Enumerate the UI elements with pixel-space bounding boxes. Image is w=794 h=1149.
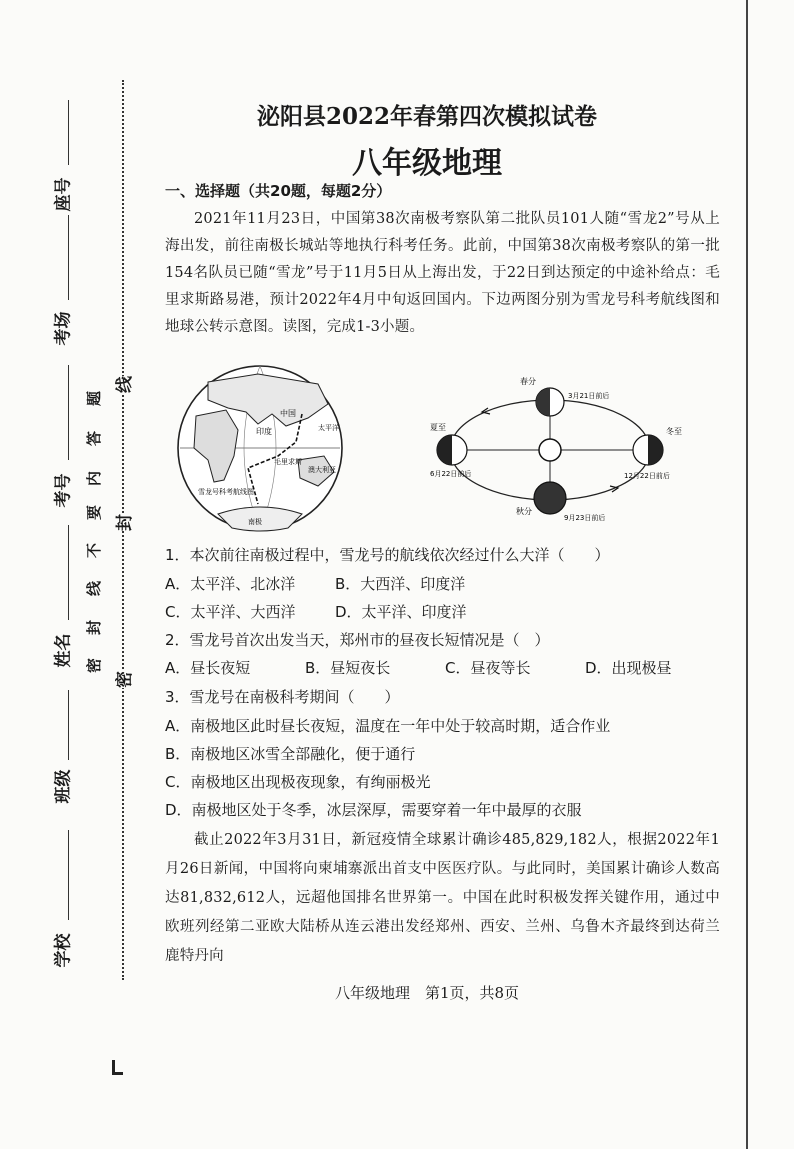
- exam-subject: 八年级地理: [352, 146, 502, 181]
- warning-char: 线: [85, 580, 104, 597]
- exam-title: 泌阳县2022年春第四次模拟试卷: [256, 103, 597, 130]
- map-caption: 雪龙号科考航线图: [198, 488, 254, 496]
- question-3-option-d: D．南极地区处于冬季，冰层深厚，需要穿着一年中最厚的衣服: [165, 801, 582, 819]
- question-1-option-d: D．太平洋、印度洋: [335, 603, 467, 621]
- page-footer: 八年级地理 第1页，共8页: [334, 984, 520, 1002]
- orbit-date-winter: 12月22日前后: [624, 472, 670, 480]
- warning-char: 要: [85, 504, 104, 521]
- warning-char: 内: [85, 470, 104, 487]
- orbit-date-spring: 3月21日前后: [568, 392, 610, 400]
- class-line: [68, 690, 69, 760]
- room-label: 考场: [53, 311, 74, 346]
- orbit-label-autumn: 秋分: [516, 507, 532, 516]
- orbit-label-summer: 夏至: [430, 423, 446, 432]
- question-1-option-c: C．太平洋、大西洋: [165, 603, 296, 621]
- question-2-option-b: B．昼短夜长: [305, 659, 391, 677]
- passage-2: 截止2022年3月31日，新冠疫情全球累计确诊485,829,182人，根据2022年1月26日新闻，中国将向柬埔寨派出首支中医医疗队。与此同时，美国累计确诊人数高达81,832,612人，远超他国排名世界第一。中国在此时积极发挥关键作用，通过中欧班列经第二亚欧大陆桥从连云港出发经郑州、西安、兰州、乌鲁木齐最终到达荷兰鹿特丹向: [165, 832, 720, 964]
- question-1-stem: 1．本次前往南极过程中，雪龙号的航线依次经过什么大洋（ ）: [165, 546, 610, 564]
- warning-char: 答: [85, 430, 104, 447]
- orbit-figure: [428, 372, 688, 528]
- question-3-option-b: B．南极地区冰雪全部融化，便于通行: [165, 745, 416, 763]
- question-1-option-b: B．大西洋、印度洋: [335, 575, 466, 593]
- room-line: [68, 215, 69, 300]
- question-3-option-c: C．南极地区出现极夜现象，有绚丽极光: [165, 773, 431, 791]
- question-2-stem: 2．雪龙号首次出发当天，郑州市的昼夜长短情况是（ ）: [165, 631, 550, 649]
- seat-label: 座号: [53, 177, 74, 212]
- map-label-antarctica: 南极: [248, 518, 262, 526]
- orbit-date-autumn: 9月23日前后: [564, 514, 606, 522]
- orbit-label-winter: 冬至: [666, 427, 682, 436]
- map-label-australia: 澳大利亚: [308, 466, 336, 474]
- scan-corner-mark: [112, 1060, 123, 1075]
- warning-char: 封: [85, 619, 104, 636]
- warning-char: 不: [85, 542, 104, 559]
- question-2-option-a: A．昼长夜短: [165, 659, 251, 677]
- route-map-figure: [168, 364, 356, 536]
- question-2-option-d: D．出现极昼: [585, 659, 672, 677]
- map-label-mauritius: 毛里求斯: [274, 458, 302, 466]
- question-3-option-a: A．南极地区此时昼长夜短，温度在一年中处于较高时期，适合作业: [165, 717, 611, 735]
- class-label: 班级: [53, 769, 74, 804]
- map-label-pacific: 太平洋: [318, 424, 339, 432]
- map-label-india: 印度: [256, 427, 272, 436]
- bind-char-feng: 封: [110, 514, 135, 531]
- question-3-stem: 3．雪龙号在南极科考期间（ ）: [165, 688, 400, 706]
- orbit-date-summer: 6月22日前后: [430, 470, 472, 478]
- question-2-option-c: C．昼夜等长: [445, 659, 531, 677]
- warning-char: 密: [85, 657, 104, 674]
- bind-char-mi: 密: [110, 671, 135, 688]
- passage-1: 2021年11月23日，中国第38次南极考察队第二批队员101人随“雪龙2”号从上海出发，前往南极长城站等地执行科考任务。此前，中国第38次南极考察队的第一批154名队员已随“雪龙”号于11月5日从上海出发，于22日到达预定的中途补给点：毛里求斯路易港，预计2022年4月中旬返回国内。下边两图分别为雪龙号科考航线图和地球公转示意图。读图，完成1-3小题。: [165, 211, 720, 335]
- exam-no-label: 考号: [53, 473, 74, 508]
- school-label: 学校: [53, 933, 74, 968]
- map-label-china: 中国: [280, 409, 296, 418]
- school-line: [68, 830, 69, 920]
- orbit-label-spring: 春分: [520, 377, 536, 386]
- name-label: 姓名: [53, 633, 74, 668]
- section-heading: 一、选择题（共20题，每题2分）: [165, 182, 392, 200]
- exam-no-line: [68, 365, 69, 460]
- name-line: [68, 525, 69, 620]
- question-1-option-a: A．太平洋、北冰洋: [165, 575, 296, 593]
- warning-char: 题: [85, 390, 104, 407]
- bind-char-xian: 线: [110, 376, 135, 393]
